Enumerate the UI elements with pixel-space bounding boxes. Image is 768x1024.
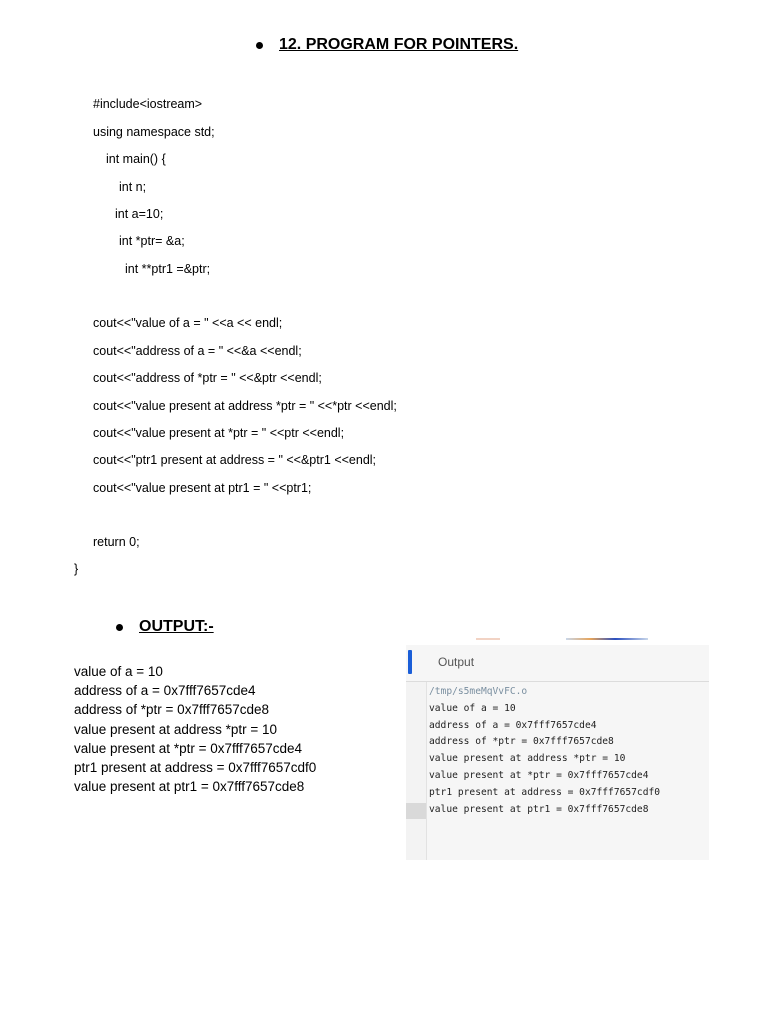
code-line: int a=10;: [115, 207, 164, 221]
console-line: value present at ptr1 = 0x7fff7657cde8: [429, 803, 649, 815]
output-text-block: [74, 662, 316, 796]
output-tab-title: Output: [438, 655, 475, 669]
code-line: cout<<"value of a = " <<a << endl;: [93, 316, 283, 330]
console-line: address of *ptr = 0x7fff7657cde8: [429, 736, 614, 748]
active-tab-indicator: [408, 650, 412, 674]
code-line: return 0;: [93, 535, 140, 549]
output-panel-header: [406, 645, 709, 681]
console-line: value of a = 10: [429, 702, 516, 714]
code-line: int *ptr= &a;: [119, 234, 185, 248]
page-title-text: 12. PROGRAM FOR POINTERS.: [279, 36, 519, 53]
divider: [406, 681, 709, 682]
output-line: value present at ptr1 = 0x7fff7657cde8: [74, 779, 305, 795]
line-gutter: [406, 682, 427, 860]
output-heading: [116, 618, 214, 636]
bullet-icon: [256, 42, 263, 49]
output-heading-text: OUTPUT:-: [139, 618, 214, 635]
code-line: int **ptr1 =&ptr;: [125, 262, 211, 276]
cropped-edge-decoration: [566, 638, 648, 640]
console-path: /tmp/s5meMqVvFC.o: [429, 686, 528, 697]
output-line: value present at *ptr = 0x7fff7657cde4: [74, 740, 303, 756]
page-title: [256, 36, 518, 54]
code-line: cout<<"address of *ptr = " <<&ptr <<endl;: [93, 371, 322, 385]
output-line: ptr1 present at address = 0x7fff7657cdf0: [74, 760, 317, 776]
output-line: value of a = 10: [74, 664, 163, 679]
code-line: cout<<"address of a = " <<&a <<endl;: [93, 344, 302, 358]
output-line: address of *ptr = 0x7fff7657cde8: [74, 702, 270, 718]
console-line: value present at address *ptr = 10: [429, 753, 626, 765]
code-line: using namespace std;: [93, 125, 215, 139]
bullet-icon: [116, 624, 123, 631]
output-screenshot: [406, 645, 709, 860]
code-line: #include<iostream>: [93, 97, 203, 111]
code-line: int n;: [119, 180, 147, 194]
code-line: }: [74, 562, 79, 576]
gutter-highlight: [406, 803, 426, 819]
output-line: value present at address *ptr = 10: [74, 721, 278, 737]
code-line: int main() {: [106, 152, 166, 166]
output-line: address of a = 0x7fff7657cde4: [74, 683, 256, 699]
code-line: cout<<"value present at ptr1 = " <<ptr1;: [93, 481, 312, 495]
code-line: cout<<"value present at address *ptr = " <<*ptr <<endl;: [93, 399, 397, 413]
console-line: ptr1 present at address = 0x7fff7657cdf0: [429, 786, 661, 798]
code-line: cout<<"value present at *ptr = " <<ptr <<endl;: [93, 426, 345, 440]
console-output: [429, 684, 660, 818]
console-line: address of a = 0x7fff7657cde4: [429, 719, 597, 731]
cropped-edge-decoration: [476, 638, 500, 640]
code-line: cout<<"ptr1 present at address = " <<&ptr1 <<endl;: [93, 453, 377, 467]
console-line: value present at *ptr = 0x7fff7657cde4: [429, 769, 649, 781]
